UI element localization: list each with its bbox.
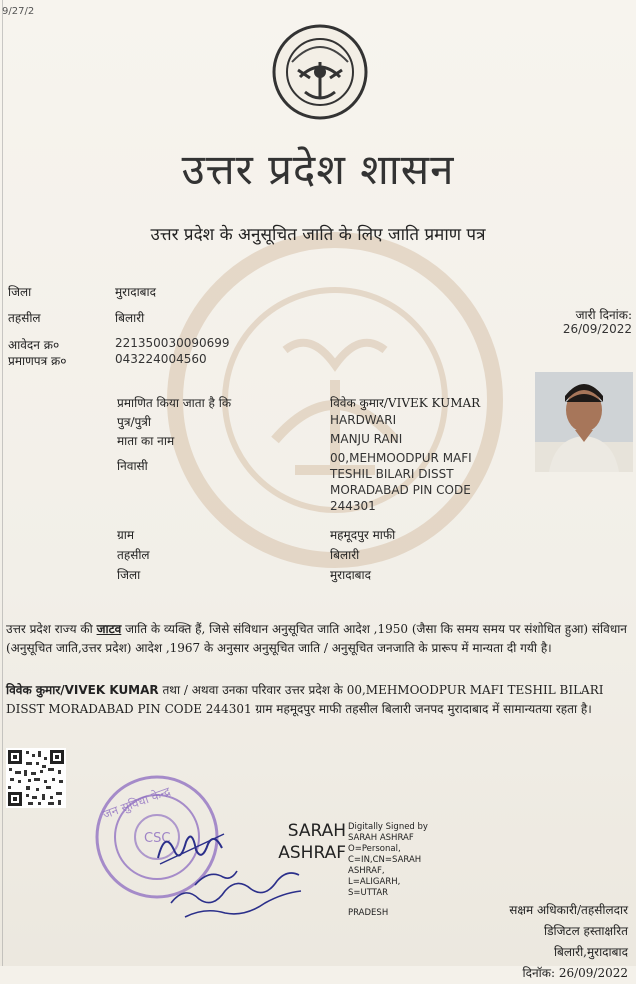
residence-statement: विवेक कुमार/VIVEK KUMAR तथा / अथवा उनका परिवार उत्तर प्रदेश के 00,MEHMOODPUR MAFI TESHIL BILARI DISST MORADABAD PIN CODE 244301 ग्राम महमूदपुर माफी तहसील बिलारी जनपद मुरादाबाद में सामान्यतया रहता है। [6, 683, 604, 716]
certificate-subtitle: उत्तर प्रदेश के अनुसूचित जाति के लिए जाति प्रमाण पत्र [150, 225, 486, 245]
application-no: 221350030090699 [115, 336, 230, 350]
issue-date-label: जारी दिनांक: [575, 308, 632, 322]
residence-label: निवासी [117, 459, 148, 473]
stamp-center-text: CSC [144, 831, 171, 846]
holder-name-bold: विवेक कुमार/VIVEK KUMAR [6, 683, 159, 697]
caste-statement: उत्तर प्रदेश राज्य की जाटव जाति के व्यक्ति हैं, जिसे संविधान अनुसूचित जाति आदेश ,1950 (जैसा कि समय समय पर संशोधित हुआ) संविधान (अनुसूचित जाति,उत्तर प्रदेश) आदेश ,1967 के अनुसार अनुसूचित जाति / अनुसूचित जनजाति के प्रारूप में मान्यता दी गयी है। [6, 622, 627, 655]
residence-line: 00,MEHMOODPUR MAFI [330, 451, 472, 465]
residence-line: MORADABAD PIN CODE [330, 483, 471, 497]
parent-name: HARDWARI [330, 413, 397, 427]
village-label: ग्राम [117, 528, 135, 542]
residence-line: 244301 [330, 499, 376, 513]
applicant-photo [535, 372, 633, 472]
district-label: जिला [8, 285, 32, 299]
tehsil-value: बिलारी [115, 311, 145, 325]
certify-label: प्रमाणित किया जाता है कि [117, 396, 232, 410]
residence-line: TESHIL BILARI DISST [330, 467, 454, 481]
caste-name: जाटव [96, 622, 122, 636]
handwritten-note [165, 855, 305, 925]
issue-date: 26/09/2022 [562, 322, 632, 336]
stamp-ring-text: जन सुविधा केन्द्र [100, 784, 173, 822]
detail-district-label: जिला [117, 568, 141, 582]
up-government-emblem [270, 22, 370, 122]
person-photo-icon [535, 372, 633, 472]
digital-signature-details: Digitally Signed by SARAH ASHRAF O=Personal, C=IN,CN=SARAH ASHRAF, L=ALIGARH, S=UTTAR PRADESH [348, 822, 428, 918]
issuing-officer-block: सक्षम अधिकारी/तहसीलदार डिजिटल हस्ताक्षरित बिलारी,मुरादाबाद दिनॉक: 26/09/2022 [509, 903, 628, 980]
detail-district-value: मुरादाबाद [330, 568, 372, 582]
district-value: मुरादाबाद [115, 285, 157, 299]
page-title: उत्तर प्रदेश शासन [181, 145, 455, 194]
parent-label: पुत्र/पुत्री [117, 415, 152, 429]
holder-name: विवेक कुमार/VIVEK KUMAR [330, 396, 481, 410]
detail-tehsil-label: तहसील [117, 548, 150, 562]
certificate-no-label: प्रमाणपत्र क्र० [8, 354, 67, 368]
scan-mark: 9/27/2 [2, 6, 35, 17]
mother-label: माता का नाम [117, 434, 175, 448]
tehsil-label: तहसील [8, 311, 41, 325]
mother-name: MANJU RANI [330, 432, 403, 446]
signer-name: SARAH ASHRAF [278, 821, 346, 863]
village-value: महमूदपुर माफी [330, 528, 396, 542]
qr-code[interactable] [6, 748, 66, 808]
certificate-no: 043224004560 [115, 352, 207, 366]
detail-tehsil-value: बिलारी [330, 548, 360, 562]
application-no-label: आवेदन क्र० [8, 338, 60, 352]
